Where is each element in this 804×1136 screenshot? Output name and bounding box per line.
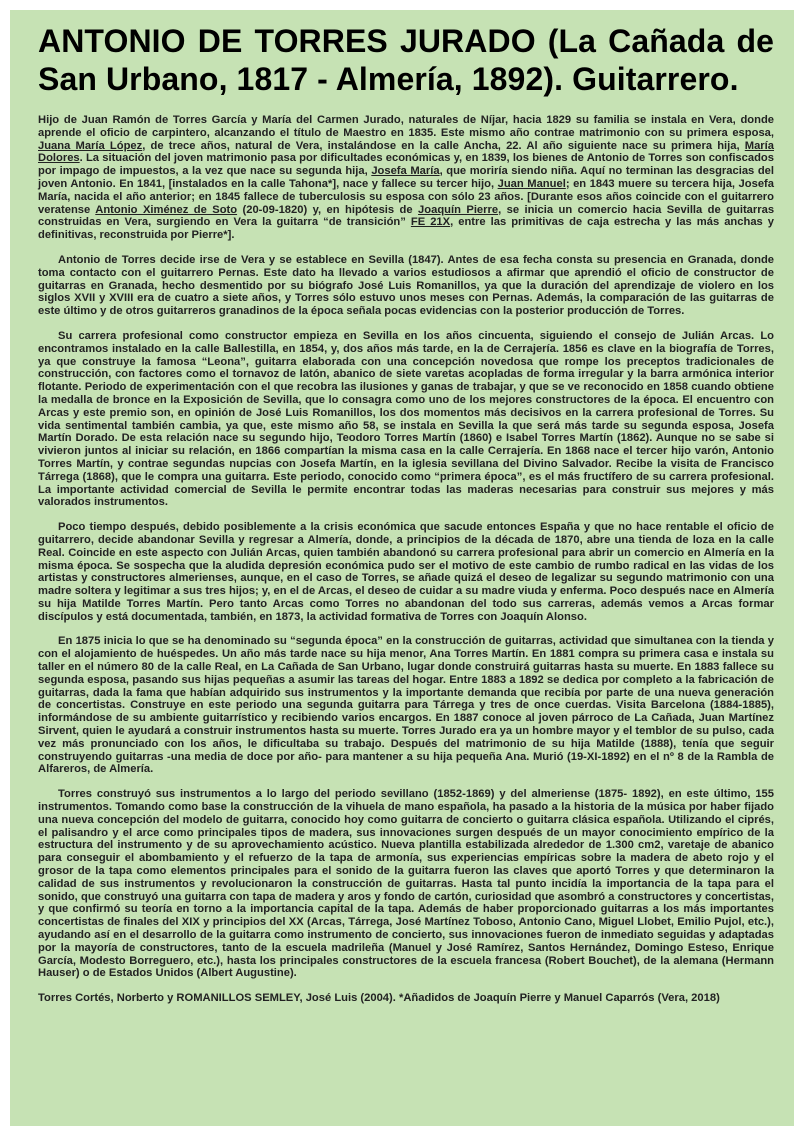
link-antonio-ximenez-de-soto[interactable]: Antonio Ximénez de Soto [95, 203, 238, 216]
link-joaquin-pierre[interactable]: Joaquín Pierre [418, 203, 499, 216]
paragraph-1-text-1: Hijo de Juan Ramón de Torres García y María del Carmen Jurado, naturales de Níjar, hacia 1829 su familia se instala en Vera, donde aprende el oficio de carpintero, alcanzando el título de Maestro en 1835. Este mismo año contrae matrimonio con su primera esposa, [38, 114, 774, 139]
page-title: ANTONIO DE TORRES JURADO (La Cañada de San Urbano, 1817 - Almería, 1892). Guitarrero. [38, 23, 774, 97]
paragraph-2: Antonio de Torres decide irse de Vera y se establece en Sevilla (1847). Antes de esa fecha consta su presencia en Granada, donde toma contacto con el guitarrero Pernas. Este dato ha llevado a varios estudiosos a afirmar que aprendió el oficio de constructor de guitarras en Granada, hecho desmentido por su biógrafo José Luis Romanillos, ya que la duración del aprendizaje de violero en los siglos XVII y XVIII era de cuatro a siete años, y Torres sólo estuvo unos meses con Pernas. Además, la comparación de las guitarras de este último y de otros guitarreros granadinos de la época señala pocas evidencias con la posterior producción de Torres. [38, 253, 774, 318]
paragraph-1-text-5: ; en 1843 muere su tercera hija, Josefa María, nacida el año anterior; en 1845 fallece de tuberculosis su esposa con sólo 23 años. [Durante esos años coincide con el guitarrero veratense [38, 177, 774, 216]
paragraph-1 [38, 114, 774, 242]
paragraph-1-text-3: . La situación del joven matrimonio pasa por dificultades económicas y, en 1839, los bienes de Antonio de Torres son confiscados por impago de impuestos, a la vez que nace su segunda hija, [38, 152, 774, 178]
paragraph-1-text-4: , que moriría siendo niña. Aquí no terminan las desgracias del joven Antonio. En 1841, [instalados en la calle Tahona*], nace y fallece su tercer hijo, [38, 165, 775, 190]
link-juan-manuel[interactable]: Juan Manuel [497, 177, 566, 190]
link-fe-21x[interactable]: FE 21X [410, 216, 451, 229]
link-maria-dolores[interactable]: María Dolores [38, 139, 774, 165]
paragraph-1-text-7: , se inicia un comercio hacia Sevilla de guitarras construidas en Vera, surgiendo en Vera la guitarra “de transición” [38, 203, 775, 229]
document-page [10, 10, 794, 1126]
link-juana-maria-lopez[interactable]: Juana María López [38, 139, 143, 152]
link-josefa-maria[interactable]: Josefa María [371, 165, 440, 178]
paragraph-1-text-6: (20-09-1820) y, en hipótesis de [237, 203, 419, 216]
paragraph-4: Poco tiempo después, debido posiblemente a la crisis económica que sacude entonces España y que no hace rentable el oficio de guitarrero, decide abandonar Sevilla y regresar a Almería, donde, a principios de la década de 1870, abre una tienda de loza en la calle Real. Coincide en este aspecto con Julián Arcas, quien también abandonó su carrera profesional para abrir un comercio en Almería en la misma época. Se sospecha que la aludida depresión económica pudo ser el motivo de este cambio de rumbo radical en las vidas de los artistas y constructores almerienses, aunque, en el caso de Torres, se añade quizá el deseo de legalizar su segundo matrimonio con una madre soltera y legitimar a sus tres hijos; y, en el de Arcas, el deseo de cuidar a su madre viuda y enferma. Poco después nace en Almería su hija Matilde Torres Martín. Pero tanto Arcas como Torres no abandonan del todo sus carreras, además vemos a Arcas formar discípulos y está documentada, también, en 1873, la actividad formativa de Torres con Joaquín Alonso. [38, 521, 774, 623]
credit-line: Torres Cortés, Norberto y ROMANILLOS SEMLEY, José Luis (2004). *Añadidos de Joaquín Pierre y Manuel Caparrós (Vera, 2018) [38, 992, 720, 1005]
paragraph-5: En 1875 inicia lo que se ha denominado su “segunda época” en la construcción de guitarras, actividad que simultanea con la tienda y con el alojamiento de huéspedes. Un año más tarde nace su hija menor, Ana Torres Martín. En 1881 compra su primera casa e instala su taller en el número 80 de la calle Real, en La Cañada de San Urbano, lugar donde construirá guitarras hasta su muerte. En 1883 fallece su segunda esposa, pasando sus hijas pequeñas a asumir las tareas del hogar. Entre 1883 a 1892 se dedica por completo a la fabricación de guitarras, dada la fama que habían adquirido sus instrumentos y la importante demanda que recibía por parte de una nueva generación de concertistas. Construye en este periodo una segunda guitarra para Tárrega y tres de once cuerdas. Visita Barcelona (1884-1885), informándose de su ambiente guitarrístico y recibiendo varios encargos. En 1887 conoce al joven párroco de La Cañada, Juan Martínez Sirvent, quien le ayudará a construir instrumentos hasta su muerte. Torres Jurado era ya un hombre mayor y el temblor de su pulso, cada vez más pronunciado con los años, le dificultaba su trabajo. Después del matrimonio de su hija Matilde (1888), tenía que seguir construyendo guitarras -una media de doce por año- para mantener a su hija pequeña Ana. Murió (19-XI-1892) en el nº 8 de la Rambla de Alfareros, de Almería. [38, 635, 774, 776]
paragraph-3: Su carrera profesional como constructor empieza en Sevilla en los años cincuenta, siguiendo el consejo de Julián Arcas. Lo encontramos instalado en la calle Ballestilla, en 1854, y, dos años más tarde, en la de Cerrajería. 1856 es clave en la biografía de Torres, ya que construye la famosa “Leona”, guitarra elaborada con una concepción novedosa que rompe los preceptos tradicionales de construcción, con factores como el tornavoz de latón, abanico de siete varetas acopladas de forma irregular y la barra armónica interior flotante. Periodo de experimentación con el que recobra las ilusiones y ganas de trabajar, y que se ve reconocido en 1858 cuando obtiene la medalla de bronce en la Exposición de Sevilla, que lo consagra como uno de los mejores constructores de la época. El encuentro con Arcas y este premio son, en opinión de José Luis Romanillos, los dos momentos más decisivos en la carrera profesional de Torres. Su vida sentimental también cambia, ya que, este mismo año 58, se instala en Sevilla la que será más tarde su segunda esposa, Josefa Martín Dorado. De esta relación nace su segundo hijo, Teodoro Torres Martín (1860) e Isabel Torres Martín (1862). Aunque no se sabe si vivieron juntos al iniciar su relación, en 1866 compartían la misma casa en la calle Cerrajería. En 1868 nace el tercer hijo varón, Antonio Torres Martín, y contrae segundas nupcias con Josefa Martín, en la iglesia sevillana del Divino Salvador. Recibe la visita de Francisco Tárrega (1868), que le compra una guitarra. Este periodo, conocido como “primera época”, es el más fructífero de su carrera profesional. La importante actividad comercial de Sevilla le permite encontrar todas las maderas necesarias para construir sus mejores y más valorados instrumentos. [38, 329, 774, 509]
document-body [38, 114, 774, 1005]
paragraph-6: Torres construyó sus instrumentos a lo largo del periodo sevillano (1852-1869) y del almeriense (1875- 1892), en este último, 155 instrumentos. Tomando como base la construcción de la vihuela de mano española, ha pasado a la historia de la música por haber fijado una nueva concepción del modelo de guitarra, conocido hoy como guitarra de concierto o guitarra clásica española. Utilizando el ciprés, el palisandro y el arce como principales tipos de madera, sus innovaciones surgen después de un mayor conocimiento empírico de la estructura del instrumento y de su aprovechamiento acústico. Nueva plantilla estabilizada alrededor de 1.300 cm2, varetaje de abanico para conseguir el abombamiento y el refuerzo de la tapa de armonía, sus experiencias empíricas sobre la madera de abeto rojo y el grosor de la tapa como elementos principales para el sonido de la guitarra fueron las claves que aportó Torres y que determinaron la calidad de sus instrumentos y revolucionaron la construcción de guitarras. Hasta tal punto incidía la importancia de la tapa para el sonido, que construyó una guitarra con tapa de madera y aros y fondo de cartón, curiosidad que asombró a constructores y concertistas, y que confirmó su teoría en torno a la importancia capital de la tapa. Además de haber proporcionado guitarras a los más importantes concertistas de finales del XIX y principios del XX (Arcas, Tárrega, José Martínez Toboso, Antonio Cano, Miguel Llobet, Emilio Pujol, etc.), ayudando así en el desarrollo de la guitarra como instrumento de concierto, sus innovaciones fueron de inmediato seguidas y adaptadas por la mayoría de constructores, tanto de la escuela madrileña (Manuel y José Ramírez, Santos Hernández, Domingo Esteso, Enrique García, Modesto Borreguero, etc.), hasta los principales constructores de la escuela francesa (Robert Bouchet), de la alemana (Hermann Hauser) o de Estados Unidos (Albert Augustine). [38, 788, 774, 980]
paragraph-1-text-8: , entre las primitivas de caja estrecha y las más anchas y definitivas, reconstruida por Pierre*]. [38, 216, 775, 242]
paragraph-1-text-2: , de trece años, natural de Vera, instalándose en la calle Ancha, 22. Al año siguiente nace su primera hija, [142, 139, 745, 152]
